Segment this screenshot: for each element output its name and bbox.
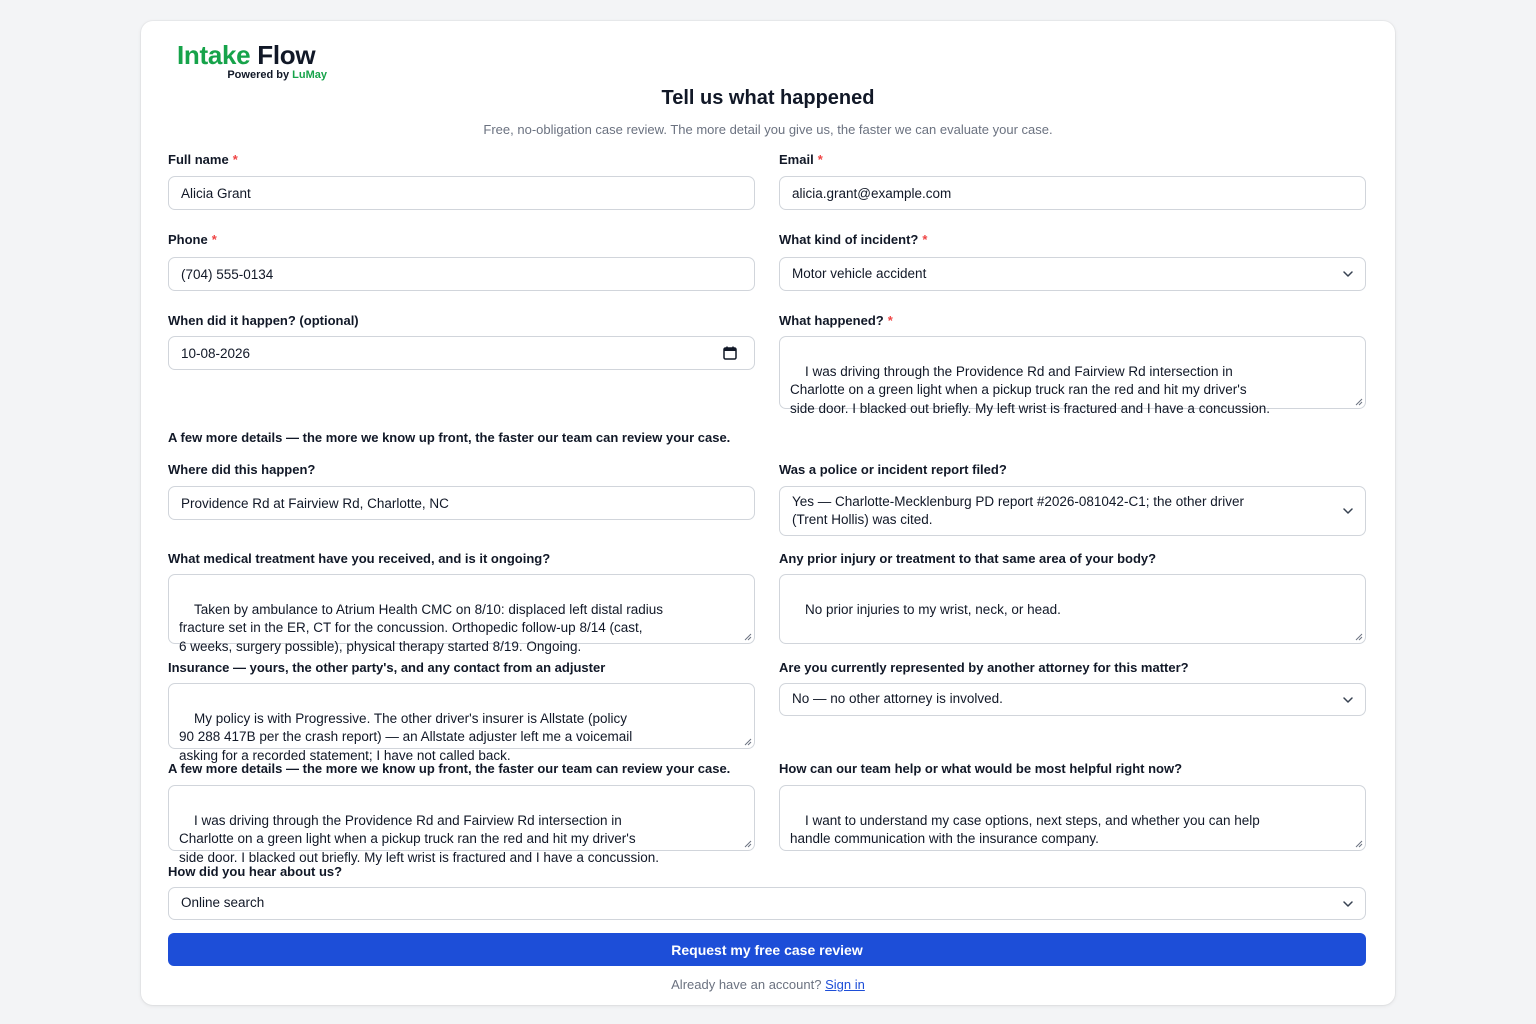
police-report-label: Was a police or incident report filed? [779, 462, 1007, 477]
representation-select[interactable] [779, 683, 1366, 716]
sign-in-link[interactable]: Sign in [825, 977, 865, 992]
submit-button[interactable]: Request my free case review [168, 933, 1366, 966]
incident-kind-select[interactable] [779, 257, 1366, 291]
phone-input[interactable]: (704) 555-0134 [168, 257, 755, 291]
page-title: Tell us what happened [661, 87, 875, 109]
email-input[interactable]: alicia.grant@example.com [779, 176, 1366, 210]
how-help-textarea[interactable] [779, 785, 1366, 851]
medical-label: What medical treatment have you received, and is it ongoing? [168, 551, 551, 566]
how-help-value: I want to understand my case options, next steps, and whether you can help handle communication with the insurance company. [790, 812, 1260, 846]
required-marker: * [922, 232, 928, 247]
prior-injury-value: No prior injuries to my wrist, neck, or head. [805, 601, 1061, 617]
insurance-textarea[interactable] [168, 683, 755, 763]
resize-grip-icon[interactable] [743, 632, 752, 641]
resize-grip-icon[interactable] [1354, 632, 1363, 641]
resize-grip-icon[interactable] [743, 737, 752, 746]
logo [177, 40, 327, 81]
police-report-select[interactable] [779, 486, 1366, 536]
logo-name-part2: Flow [257, 40, 316, 70]
medical-textarea[interactable] [168, 574, 755, 654]
full-name-input[interactable]: Alicia Grant [168, 176, 755, 210]
prior-injury-textarea[interactable] [779, 574, 1366, 644]
powered-by-brand: LuMay [292, 69, 327, 81]
location-input[interactable]: Providence Rd at Fairview Rd, Charlotte, NC [168, 486, 755, 520]
more-details-label: A few more details — the more we know up front, the faster our team can review your case. [168, 761, 731, 776]
resize-grip-icon[interactable] [743, 839, 752, 848]
what-happened-value: I was driving through the Providence Rd and Fairview Rd intersection in Charlotte on a green light when a pickup truck ran the red and hit my driver's side door. I blacked out briefly. My left wrist is fractured and I have a concussion. [790, 363, 1270, 416]
representation-label: Are you currently represented by another attorney for this matter? [779, 660, 1189, 675]
prior-injury-label: Any prior injury or treatment to that same area of your body? [779, 551, 1157, 566]
referral-select[interactable] [168, 887, 1366, 920]
resize-grip-icon[interactable] [1354, 397, 1363, 406]
powered-by-prefix: Powered by [227, 69, 290, 81]
signin-footer [141, 977, 1395, 992]
required-marker: * [817, 152, 823, 167]
required-marker: * [211, 232, 217, 247]
how-help-label: How can our team help or what would be most helpful right now? [779, 761, 1183, 776]
incident-date-value: 10-08-2026 [181, 345, 251, 361]
insurance-label: Insurance — yours, the other party's, and any contact from an adjuster [168, 660, 606, 675]
intake-form-card [141, 21, 1395, 1005]
what-happened-textarea[interactable] [779, 336, 1366, 416]
what-happened-label: What happened? * [779, 313, 893, 328]
resize-grip-icon[interactable] [1354, 839, 1363, 848]
phone-label: Phone * [168, 232, 217, 247]
incident-kind-label: What kind of incident? * [779, 232, 928, 247]
chevron-down-icon [1341, 267, 1355, 281]
calendar-icon[interactable] [722, 345, 738, 361]
email-label: Email * [779, 152, 823, 167]
incident-kind-value: Motor vehicle accident [792, 265, 927, 281]
section-heading: A few more details — the more we know up front, the faster our team can review your case. [168, 430, 731, 445]
more-details-textarea[interactable] [168, 785, 755, 865]
location-label: Where did this happen? [168, 462, 316, 477]
police-report-value: Yes — Charlotte-Mecklenburg PD report #2026-081042-C1; the other driver (Trent Hollis) was cited. [792, 493, 1244, 527]
page-subtitle: Free, no-obligation case review. The more detail you give us, the faster we can evaluate your case. [483, 122, 1053, 137]
signin-prompt: Already have an account? [671, 977, 822, 992]
incident-date-input[interactable] [168, 336, 755, 370]
chevron-down-icon [1341, 897, 1355, 911]
referral-value: Online search [181, 895, 265, 911]
more-details-value: I was driving through the Providence Rd and Fairview Rd intersection in Charlotte on a green light when a pickup truck ran the red and hit my driver's side door. I blacked out briefly. My left wrist is fractured and I have a concussion. [179, 812, 659, 865]
required-marker: * [887, 313, 893, 328]
chevron-down-icon [1341, 693, 1355, 707]
representation-value: No — no other attorney is involved. [792, 691, 1003, 707]
chevron-down-icon [1341, 504, 1355, 518]
required-marker: * [232, 152, 238, 167]
insurance-value: My policy is with Progressive. The other driver's insurer is Allstate (policy 90 288 417B per the crash report) — an Allstate adjuster left me a voicemail asking for a recorded statement; I have not called back. [179, 710, 633, 763]
logo-name-part1: Intake [177, 40, 251, 70]
referral-label: How did you hear about us? [168, 864, 343, 879]
medical-value: Taken by ambulance to Atrium Health CMC on 8/10: displaced left distal radius fracture set in the ER, CT for the concussion. Orthopedic follow-up 8/14 (cast, 6 weeks, surgery possible), physical therapy started 8/19. Ongoing. [179, 601, 664, 654]
incident-date-label: When did it happen? (optional) [168, 313, 359, 328]
full-name-label: Full name * [168, 152, 238, 167]
